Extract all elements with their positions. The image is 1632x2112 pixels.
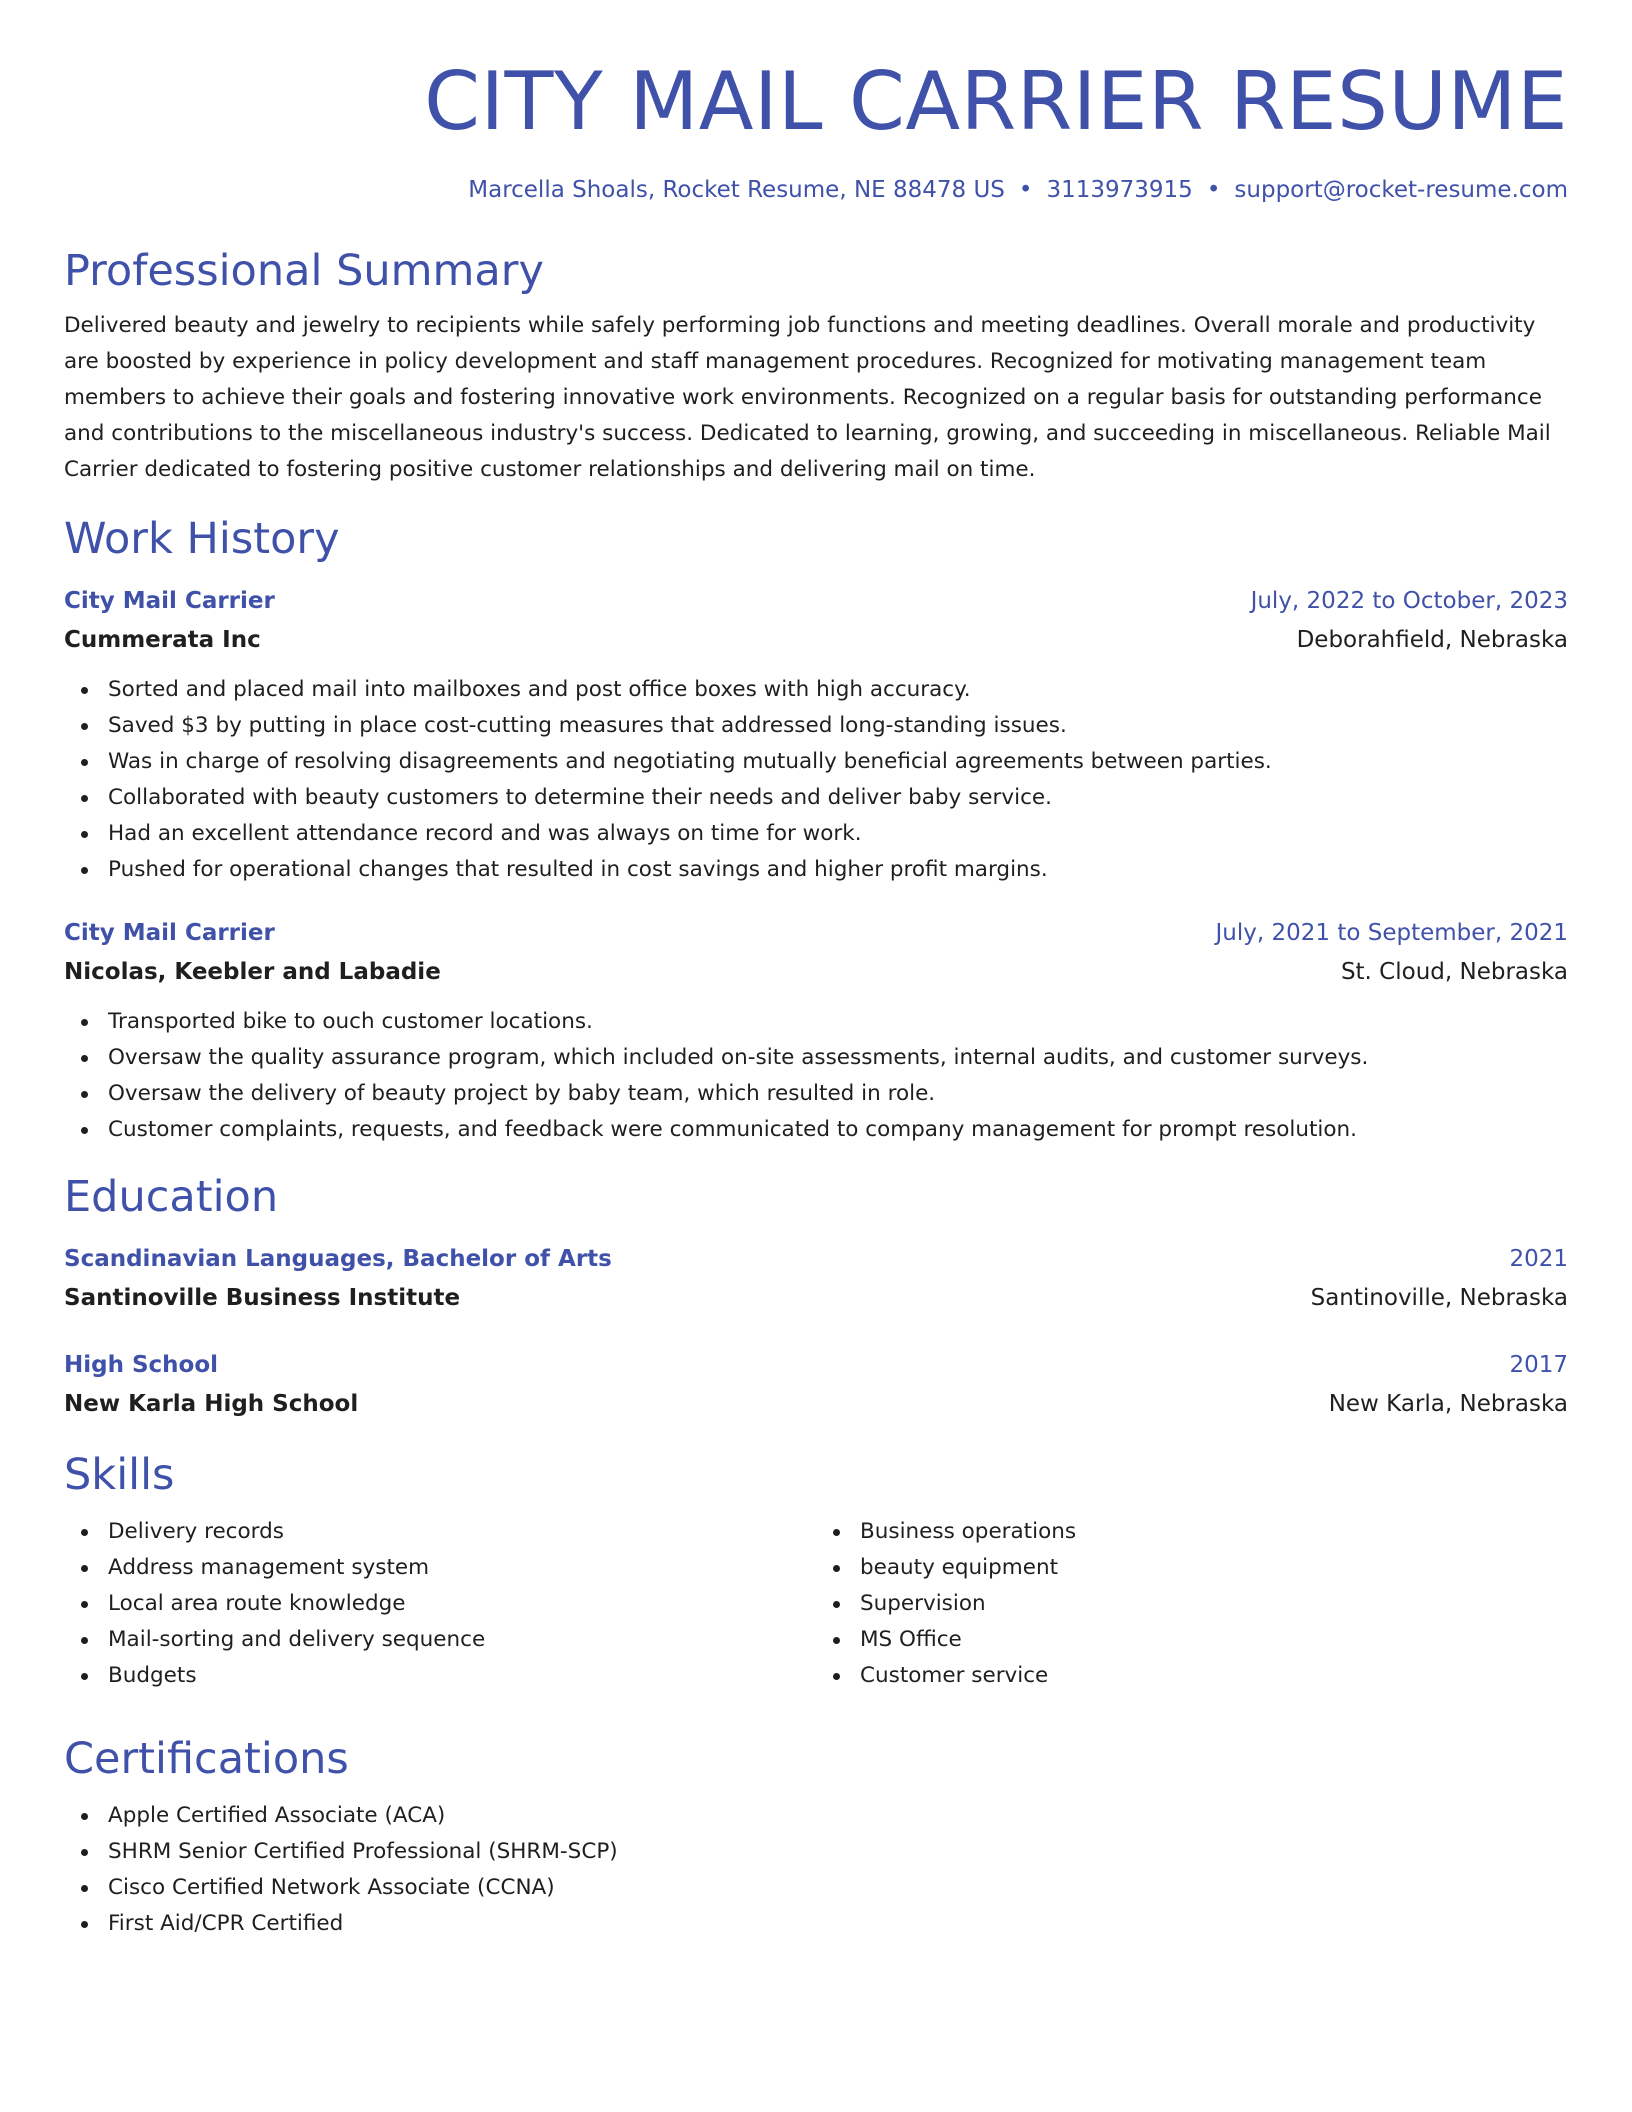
- education-location: Santinoville, Nebraska: [1310, 1285, 1568, 1311]
- list-item: Supervision: [860, 1586, 1560, 1622]
- resume-header: [64, 0, 1568, 206]
- list-item: Customer complaints, requests, and feedback were communicated to company management for prompt resolution.: [108, 1112, 1568, 1148]
- summary-text: Delivered beauty and jewelry to recipients while safely performing job functions and meeting deadlines. Overall morale and productivity are boosted by experience in policy development and staff management procedures. Recognized for motivating management team members to achieve their goals and fostering innovative work environments. Recognized on a regular basis for outstanding performance and contributions to the miscellaneous industry's success. Dedicated to learning, growing, and succeeding in miscellaneous. Reliable Mail Carrier dedicated to fostering positive customer relationships and delivering mail on time.: [64, 313, 1551, 482]
- list-item: Mail-sorting and delivery sequence: [108, 1622, 808, 1658]
- skills-columns: [64, 1502, 1568, 1694]
- contact-separator: •: [1206, 177, 1221, 203]
- list-item: Customer service: [860, 1658, 1560, 1694]
- job-company: Cummerata Inc: [64, 627, 261, 653]
- section-heading-skills: Skills: [64, 1450, 175, 1500]
- job-company: Nicolas, Keebler and Labadie: [64, 959, 441, 985]
- education-location: New Karla, Nebraska: [1328, 1391, 1568, 1417]
- job-title: City Mail Carrier: [64, 920, 275, 946]
- list-item: Cisco Certified Network Associate (CCNA): [108, 1870, 1568, 1906]
- section-heading-certifications: Certifications: [64, 1734, 349, 1784]
- list-item: Collaborated with beauty customers to determine their needs and deliver baby service.: [108, 780, 1568, 816]
- list-item: Oversaw the delivery of beauty project by baby team, which resulted in role.: [108, 1076, 1568, 1112]
- education-year: 2021: [1509, 1246, 1568, 1272]
- list-item: Budgets: [108, 1658, 808, 1694]
- education-section: [64, 1170, 1568, 1424]
- list-item: SHRM Senior Certified Professional (SHRM-SCP): [108, 1834, 1568, 1870]
- job-location: Deborahfield, Nebraska: [1296, 627, 1568, 653]
- section-heading-education: Education: [64, 1172, 279, 1222]
- education-entry: [64, 1346, 1568, 1424]
- job-bullets: [64, 672, 1568, 888]
- list-item: Business operations: [860, 1514, 1560, 1550]
- contact-line: [64, 174, 1568, 206]
- list-item: MS Office: [860, 1622, 1560, 1658]
- list-item: Local area route knowledge: [108, 1586, 808, 1622]
- job-dates: July, 2022 to October, 2023: [1250, 588, 1568, 614]
- education-school: New Karla High School: [64, 1391, 359, 1417]
- education-degree: High School: [64, 1352, 219, 1378]
- contact-email: support@rocket-resume.com: [1234, 177, 1568, 203]
- list-item: Saved $3 by putting in place cost-cutting measures that addressed long-standing issues.: [108, 708, 1568, 744]
- professional-summary-section: [64, 244, 1568, 488]
- contact-separator: •: [1018, 177, 1033, 203]
- education-degree: Scandinavian Languages, Bachelor of Arts: [64, 1246, 612, 1272]
- list-item: beauty equipment: [860, 1550, 1560, 1586]
- list-item: Had an excellent attendance record and was always on time for work.: [108, 816, 1568, 852]
- resume-page: [64, 0, 1568, 1942]
- job-title: City Mail Carrier: [64, 588, 275, 614]
- list-item: First Aid/CPR Certified: [108, 1906, 1568, 1942]
- contact-phone: 3113973915: [1046, 177, 1193, 203]
- list-item: Transported bike to ouch customer locations.: [108, 1004, 1568, 1040]
- job-bullets: [64, 1004, 1568, 1148]
- certifications-list: [64, 1798, 1568, 1942]
- list-item: Delivery records: [108, 1514, 808, 1550]
- contact-address: Marcella Shoals, Rocket Resume, NE 88478 US: [468, 177, 1005, 203]
- skills-section: [64, 1448, 1568, 1694]
- certifications-section: [64, 1732, 1568, 1942]
- job-location: St. Cloud, Nebraska: [1340, 959, 1568, 985]
- skills-list-left: [64, 1514, 808, 1694]
- job-entry: [64, 914, 1568, 1148]
- list-item: Was in charge of resolving disagreements and negotiating mutually beneficial agreements between parties.: [108, 744, 1568, 780]
- resume-title: CITY MAIL CARRIER RESUME: [424, 55, 1568, 148]
- list-item: Sorted and placed mail into mailboxes and post office boxes with high accuracy.: [108, 672, 1568, 708]
- list-item: Oversaw the quality assurance program, which included on-site assessments, internal audits, and customer surveys.: [108, 1040, 1568, 1076]
- job-entry: [64, 582, 1568, 888]
- education-entry: [64, 1240, 1568, 1318]
- work-history-section: [64, 512, 1568, 1148]
- section-heading-work: Work History: [64, 514, 340, 564]
- list-item: Address management system: [108, 1550, 808, 1586]
- list-item: Apple Certified Associate (ACA): [108, 1798, 1568, 1834]
- skills-list-right: [808, 1514, 1560, 1694]
- section-heading-summary: Professional Summary: [64, 246, 544, 296]
- list-item: Pushed for operational changes that resulted in cost savings and higher profit margins.: [108, 852, 1568, 888]
- education-year: 2017: [1509, 1352, 1568, 1378]
- education-school: Santinoville Business Institute: [64, 1285, 461, 1311]
- job-dates: July, 2021 to September, 2021: [1215, 920, 1568, 946]
